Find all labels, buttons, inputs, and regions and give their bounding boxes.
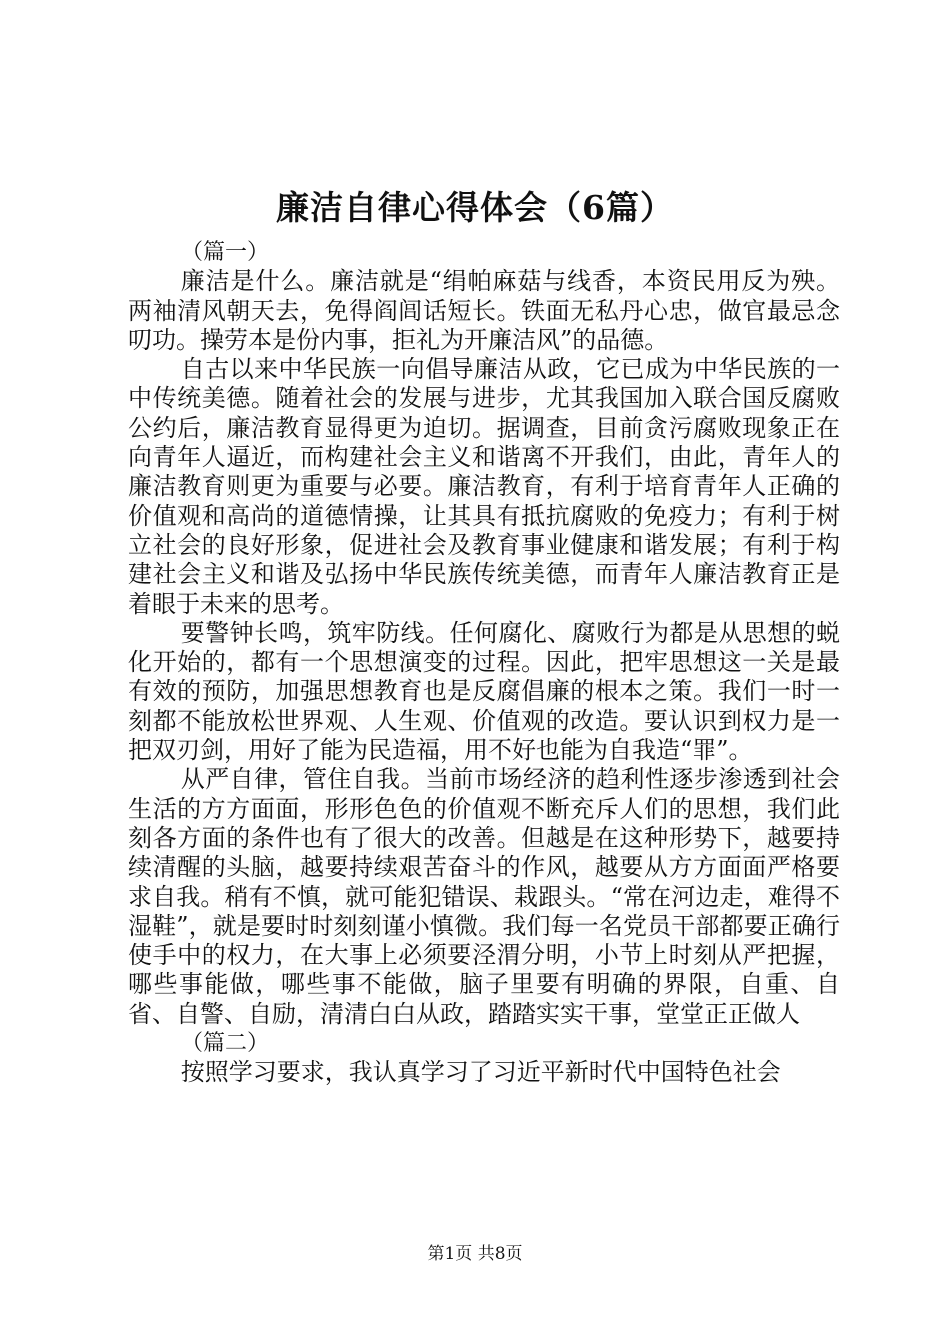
document-title: 廉洁自律心得体会（6篇） xyxy=(276,188,674,227)
document-body xyxy=(128,238,840,1088)
paragraph: 要警钟长鸣，筑牢防线。任何腐化、腐败行为都是从思想的蜕化开始的，都有一个思想演变的过程。因此，把牢思想这一关是最有效的预防，加强思想教育也是反腐倡廉的根本之策。我们一时一刻都不能放松世界观、人生观、价值观的改造。要认识到权力是一把双刃剑，用好了能为民造福，用不好也能为自我造“罪”。 xyxy=(128,618,840,765)
paragraph: 从严自律，管住自我。当前市场经济的趋利性逐步渗透到社会生活的方方面面，形形色色的价值观不断充斥人们的思想，我们此刻各方面的条件也有了很大的改善。但越是在这种形势下，越要持续清醒的头脑，越要持续艰苦奋斗的作风，越要从方方面面严格要求自我。稍有不慎，就可能犯错误、栽跟头。“常在河边走，难得不湿鞋”，就是要时时刻刻谨小慎微。我们每一名党员干部都要正确行使手中的权力，在大事上必须要泾渭分明，小节上时刻从严把握，哪些事能做，哪些事不能做，脑子里要有明确的界限，自重、自省、自警、自励，清清白白从政，踏踏实实干事，堂堂正正做人 xyxy=(128,765,840,1028)
paragraph: 廉洁是什么。廉洁就是“绢帕麻菇与线香，本资民用反为殃。两袖清风朝天去，免得阎闾话短长。铁面无私丹心忠，做官最忌念叨功。操劳本是份内事，拒礼为开廉洁风”的品德。 xyxy=(128,267,840,354)
page-footer: 第1页 共8页 xyxy=(427,1244,523,1264)
paragraph: 自古以来中华民族一向倡导廉洁从政，它已成为中华民族的一中传统美德。随着社会的发展与进步，尤其我国加入联合国反腐败公约后，廉洁教育显得更为迫切。据调查，目前贪污腐败现象正在向青年人逼近，而构建社会主义和谐离不开我们，由此，青年人的廉洁教育则更为重要与必要。廉洁教育，有利于培育青年人正确的价值观和高尚的道德情操，让其具有抵抗腐败的免疫力；有利于树立社会的良好形象，促进社会及教育事业健康和谐发展；有利于构建社会主义和谐及弘扬中华民族传统美德，而青年人廉洁教育正是着眼于未来的思考。 xyxy=(128,355,840,618)
paragraph: 按照学习要求，我认真学习了习近平新时代中国特色社会 xyxy=(180,1058,781,1087)
section-heading-2: （篇二） xyxy=(181,1031,270,1057)
section-heading-1: （篇一） xyxy=(181,240,270,265)
